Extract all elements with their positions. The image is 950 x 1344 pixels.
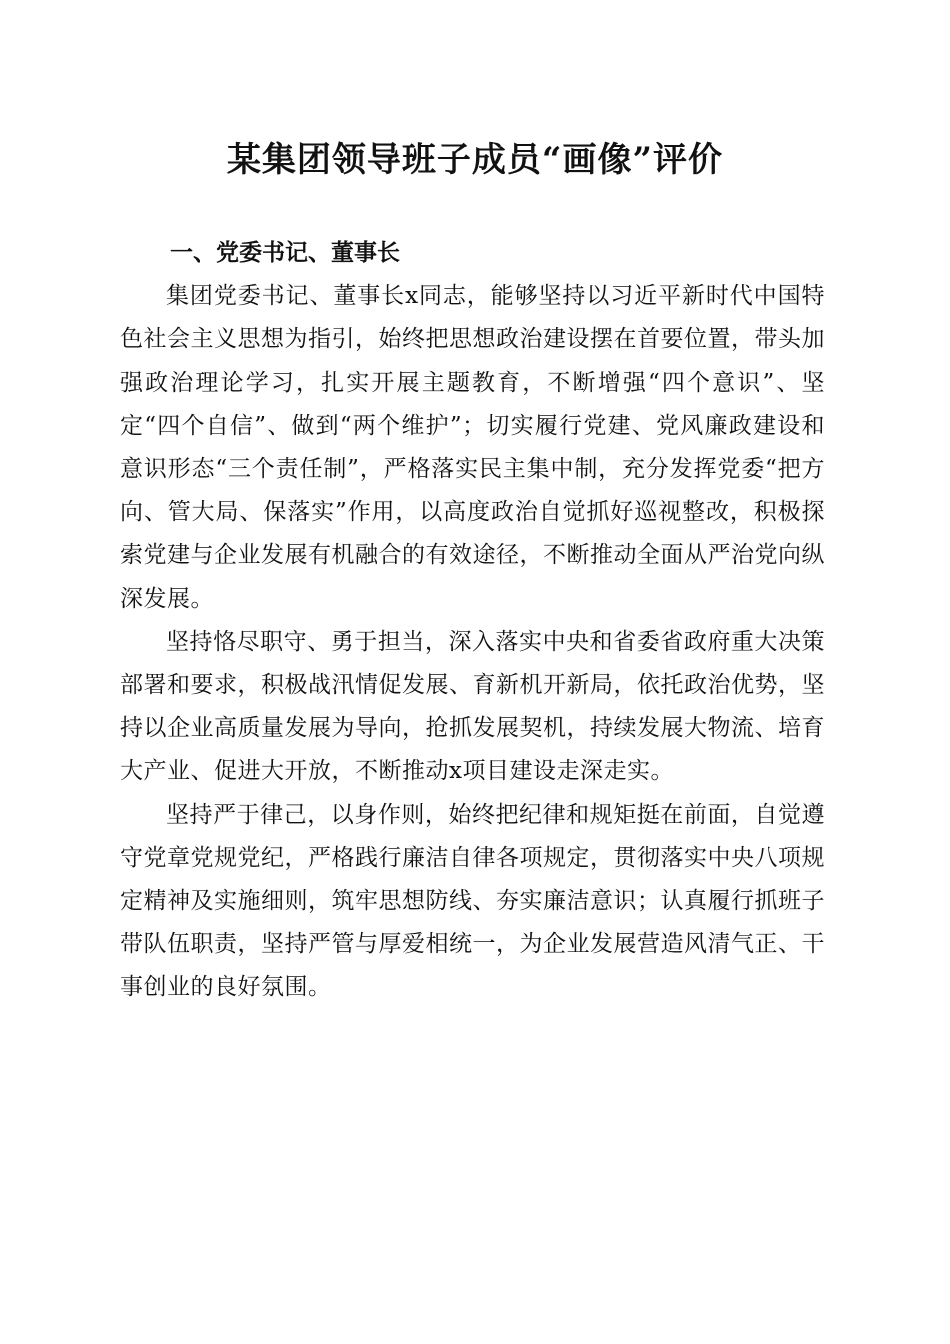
document-body: [120, 232, 825, 1010]
paragraph-1: 集团党委书记、董事长x同志，能够坚持以习近平新时代中国特色社会主义思想为指引，始终把思想政治建设摆在首要位置，带头加强政治理论学习，扎实开展主题教育，不断增强“四个意识”、坚定“四个自信”、做到“两个维护”；切实履行党建、党风廉政建设和意识形态“三个责任制”，严格落实民主集中制，充分发挥党委“把方向、管大局、保落实”作用，以高度政治自觉抓好巡视整改，积极探索党建与企业发展有机融合的有效途径，不断推动全面从严治党向纵深发展。: [120, 283, 825, 612]
section-heading: 一、党委书记、董事长: [170, 240, 400, 266]
document-title: 某集团领导班子成员“画像”评价: [226, 140, 724, 180]
paragraph-2: 坚持恪尽职守、勇于担当，深入落实中央和省委省政府重大决策部署和要求，积极战汛情促发展、育新机开新局，依托政治优势，坚持以企业高质量发展为导向，抢抓发展契机，持续发展大物流、培育大产业、促进大开放，不断推动x项目建设走深走实。: [120, 628, 825, 785]
paragraph-3: 坚持严于律己，以身作则，始终把纪律和规矩挺在前面，自觉遵守党章党规党纪，严格践行廉洁自律各项规定，贯彻落实中央八项规定精神及实施细则，筑牢思想防线、夯实廉洁意识；认真履行抓班子带队伍职责，坚持严管与厚爱相统一，为企业发展营造风清气正、干事创业的良好氛围。: [120, 801, 825, 1001]
